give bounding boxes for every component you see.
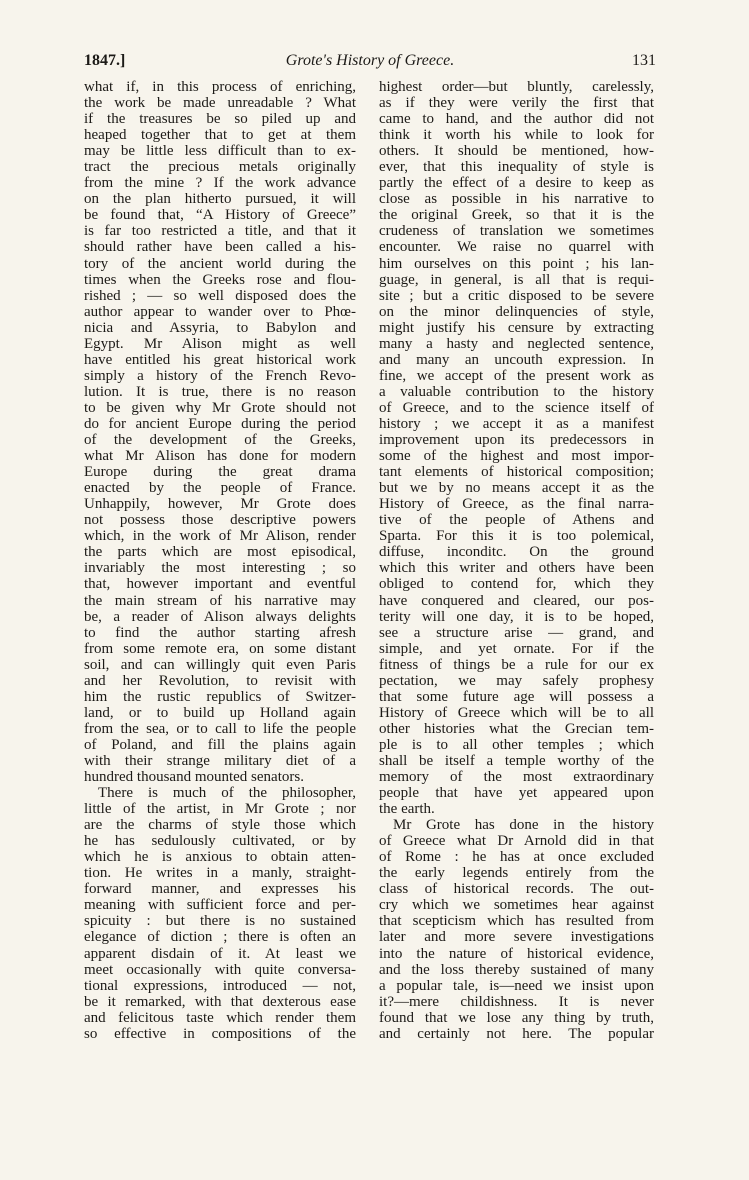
text-line: spicuity : but there is no sustained bbox=[84, 913, 356, 930]
text-line: see a structure arise — grand, and bbox=[379, 624, 654, 641]
text-line: Mr Grote has done in the history bbox=[393, 817, 654, 834]
text-line: partly the effect of a desire to keep as bbox=[379, 175, 654, 192]
left-text-column bbox=[84, 79, 356, 1042]
text-line: heaped together that to get at them bbox=[84, 127, 356, 144]
text-line: to be given why Mr Grote should not bbox=[84, 399, 356, 416]
text-line: tional expressions, introduced — not, bbox=[84, 977, 356, 994]
text-line: of the development of the Greeks, bbox=[84, 432, 356, 449]
text-line: shall be itself a temple worthy of the bbox=[379, 752, 654, 769]
text-line: ple is to all other temples ; which bbox=[379, 736, 654, 753]
text-line: There is much of the philosopher, bbox=[98, 785, 356, 802]
text-line: be found that, “A History of Greece” bbox=[84, 207, 356, 224]
text-line: close as possible in his narrative to bbox=[379, 191, 654, 208]
text-line: be it remarked, with that dexterous ease bbox=[84, 993, 356, 1010]
text-line: to find the author starting afresh bbox=[84, 624, 356, 641]
text-line: found that we lose any thing by truth, bbox=[379, 1009, 654, 1026]
text-line: into the nature of historical evidence, bbox=[379, 945, 654, 962]
running-header bbox=[84, 52, 656, 76]
text-line: what if, in this process of enriching, bbox=[84, 79, 356, 95]
text-line: from some remote era, on some distant bbox=[84, 640, 356, 657]
text-line: tive of the people of Athens and bbox=[379, 512, 654, 529]
text-line: invariably the most interesting ; so bbox=[84, 560, 356, 577]
text-line: which, in the work of Mr Alison, render bbox=[84, 528, 356, 545]
text-line: Unhappily, however, Mr Grote does bbox=[84, 496, 356, 513]
text-line: class of historical records. The out- bbox=[379, 881, 654, 898]
text-line: highest order—but bluntly, carelessly, bbox=[379, 79, 654, 95]
text-line: terity will one day, it is to be hoped, bbox=[379, 608, 654, 625]
text-line: and certainly not here. The popular bbox=[379, 1025, 654, 1042]
text-line: others. It should be mentioned, how- bbox=[379, 143, 654, 160]
text-line: History of Greece which will be to all bbox=[379, 704, 654, 721]
text-line: hundred thousand mounted senators. bbox=[84, 769, 304, 786]
text-line: it?—mere childishness. It is never bbox=[379, 993, 654, 1010]
text-line: author appear to wander over to Phœ- bbox=[84, 303, 356, 320]
text-line: enacted by the people of France. bbox=[84, 480, 356, 497]
text-line: and the loss thereby sustained of many bbox=[379, 961, 654, 978]
text-line: from the sea, or to call to life the people bbox=[84, 720, 356, 737]
text-line: with their strange military diet of a bbox=[84, 752, 356, 769]
text-line: many a hasty and neglected sentence, bbox=[379, 335, 654, 352]
text-line: as if they were verily the first that bbox=[379, 95, 654, 112]
text-line: so effective in compositions of the bbox=[84, 1025, 356, 1042]
text-line: tract the precious metals originally bbox=[84, 159, 356, 176]
text-line: fitness of things be a rule for our ex bbox=[379, 656, 654, 673]
text-line: fine, we accept of the present work as bbox=[379, 367, 654, 384]
text-line: and her Revolution, to revisit with bbox=[84, 672, 356, 689]
text-line: if the treasures be so piled up and bbox=[84, 111, 356, 128]
text-line: a popular tale, is—need we insist upon bbox=[379, 977, 654, 994]
text-line: crudeness of translation we sometimes bbox=[379, 223, 654, 240]
text-line: times when the Greeks rose and flou- bbox=[84, 271, 356, 288]
text-line: the work be made unreadable ? What bbox=[84, 95, 356, 112]
text-line: improvement upon its predecessors in bbox=[379, 432, 654, 449]
text-line: ever, that this inequality of style is bbox=[379, 159, 654, 176]
text-line: of Greece what Dr Arnold did in that bbox=[379, 833, 654, 850]
text-line: the main stream of his narrative may bbox=[84, 592, 356, 609]
text-line: from the mine ? If the work advance bbox=[84, 175, 356, 192]
text-line: meaning with sufficient force and per- bbox=[84, 897, 356, 914]
text-line: the earth. bbox=[379, 801, 435, 818]
text-line: came to hand, and the author did not bbox=[379, 111, 654, 128]
text-line: that scepticism which has resulted from bbox=[379, 913, 654, 930]
text-line: might justify his censure by extracting bbox=[379, 319, 654, 336]
text-line: be, a reader of Alison always delights bbox=[84, 608, 356, 625]
text-line: Sparta. For this it is too polemical, bbox=[379, 528, 654, 545]
running-title: Grote's History of Greece. bbox=[285, 52, 455, 69]
page-number: 131 bbox=[632, 52, 656, 69]
text-line: the parts which are most episodical, bbox=[84, 544, 356, 561]
text-line: the original Greek, so that it is the bbox=[379, 207, 654, 224]
text-line: on the plan hitherto pursued, it will bbox=[84, 191, 356, 208]
text-line: cry which we sometimes hear against bbox=[379, 897, 654, 914]
text-line: and many an uncouth expression. In bbox=[379, 351, 654, 368]
text-line: Europe during the great drama bbox=[84, 464, 356, 481]
text-line: not possess those descriptive powers bbox=[84, 512, 356, 529]
text-line: is far too restricted a title, and that it bbox=[84, 223, 356, 240]
text-line: apparent disdain of it. At least we bbox=[84, 945, 356, 962]
text-line: a valuable contribution to the history bbox=[379, 383, 654, 400]
text-line: forward manner, and expresses his bbox=[84, 881, 356, 898]
text-line: memory of the most extraordinary bbox=[379, 769, 654, 786]
text-line: but we by no means accept it as the bbox=[379, 480, 654, 497]
text-line: later and more severe investigations bbox=[379, 929, 654, 946]
text-line: should rather have been called a his- bbox=[84, 239, 356, 256]
text-line: of Greece, and to the science itself of bbox=[379, 399, 654, 416]
text-line: tant elements of historical composition; bbox=[379, 464, 654, 481]
text-line: that, however important and eventful bbox=[84, 576, 356, 593]
text-line: lution. It is true, there is no reason bbox=[84, 383, 356, 400]
text-line: pectation, we may safely prophesy bbox=[379, 672, 654, 689]
text-line: on the minor delinquencies of style, bbox=[379, 303, 654, 320]
text-line: him the rustic republics of Switzer- bbox=[84, 688, 356, 705]
text-line: nicia and Assyria, to Babylon and bbox=[84, 319, 356, 336]
text-line: him ourselves on this point ; his lan- bbox=[379, 255, 654, 272]
issue-year: 1847.] bbox=[84, 52, 126, 69]
text-line: guage, in general, is all that is requi- bbox=[379, 271, 654, 288]
text-line: the early legends entirely from the bbox=[379, 865, 654, 882]
text-line: have conquered and cleared, our pos- bbox=[379, 592, 654, 609]
text-line: tion. He writes in a manly, straight- bbox=[84, 865, 356, 882]
text-line: think it worth his while to look for bbox=[379, 127, 654, 144]
right-text-column bbox=[379, 79, 654, 1042]
text-line: do for ancient Europe during the period bbox=[84, 415, 356, 432]
text-line: which this writer and others have been bbox=[379, 560, 654, 577]
text-line: some of the highest and most impor- bbox=[379, 448, 654, 465]
text-line: may be little less difficult than to ex- bbox=[84, 143, 356, 160]
text-line: have entitled his great historical work bbox=[84, 351, 356, 368]
text-line: land, or to build up Holland again bbox=[84, 704, 356, 721]
text-line: History of Greece, as the final narra- bbox=[379, 496, 654, 513]
text-line: of Rome : he has at once excluded bbox=[379, 849, 654, 866]
text-line: rished ; — so well disposed does the bbox=[84, 287, 356, 304]
text-line: Egypt. Mr Alison might as well bbox=[84, 335, 356, 352]
text-line: site ; but a critic disposed to be severe bbox=[379, 287, 654, 304]
text-line: tory of the ancient world during the bbox=[84, 255, 356, 272]
text-line: elegance of diction ; there is often an bbox=[84, 929, 356, 946]
text-line: encounter. We raise no quarrel with bbox=[379, 239, 654, 256]
text-line: meet occasionally with quite conversa- bbox=[84, 961, 356, 978]
text-line: and felicitous taste which render them bbox=[84, 1009, 356, 1026]
text-line: other histories what the Grecian tem- bbox=[379, 720, 654, 737]
text-line: which he is anxious to obtain atten- bbox=[84, 849, 356, 866]
text-line: simply a history of the French Revo- bbox=[84, 367, 356, 384]
text-line: what Mr Alison has done for modern bbox=[84, 448, 356, 465]
text-line: soil, and can willingly quit even Paris bbox=[84, 656, 356, 673]
text-line: people that have yet appeared upon bbox=[379, 785, 654, 802]
text-line: that some future age will possess a bbox=[379, 688, 654, 705]
text-line: obliged to contend for, which they bbox=[379, 576, 654, 593]
text-line: of Poland, and fill the plains again bbox=[84, 736, 356, 753]
text-line: history ; we accept it as a manifest bbox=[379, 415, 654, 432]
text-line: are the charms of style those which bbox=[84, 817, 356, 834]
text-line: he has sedulously cultivated, or by bbox=[84, 833, 356, 850]
text-line: little of the artist, in Mr Grote ; nor bbox=[84, 801, 356, 818]
text-line: simple, and yet ornate. For if the bbox=[379, 640, 654, 657]
text-line: diffuse, inconditc. On the ground bbox=[379, 544, 654, 561]
